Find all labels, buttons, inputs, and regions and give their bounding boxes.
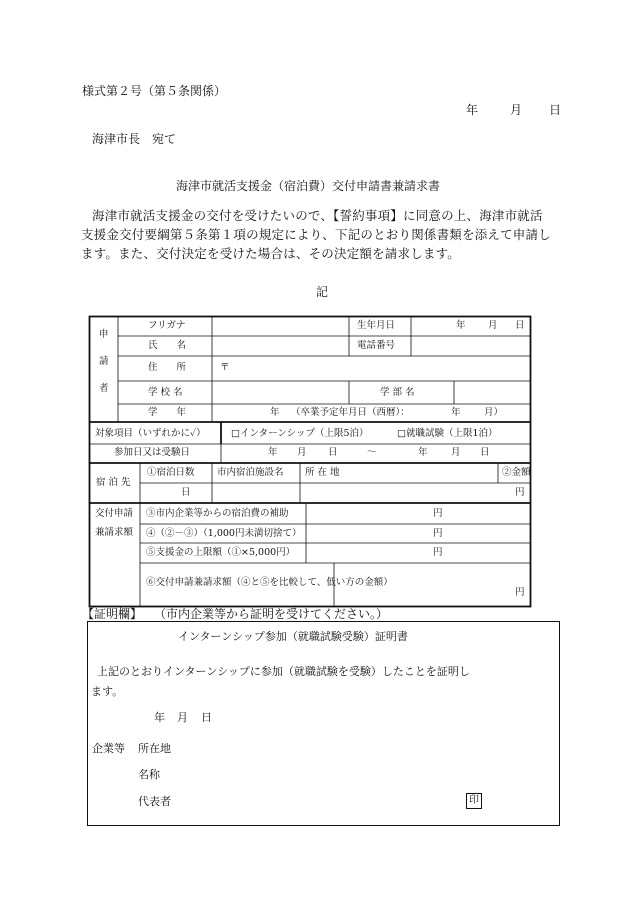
furigana-label: フリガナ — [148, 320, 186, 331]
faculty-label: 学 部 名 — [380, 387, 415, 398]
cert-title: インターンシップ参加（就職試験受験）証明書 — [178, 630, 408, 643]
date-month: 月 — [510, 103, 523, 117]
cert-date-year: 年 — [154, 711, 165, 724]
birthdate-label: 生年月日 — [357, 320, 396, 331]
cert-note: （市内企業等から証明を受けてください。） — [154, 607, 389, 621]
birth-day: 日 — [515, 320, 525, 331]
cert-address-label: 所在地 — [138, 742, 171, 755]
internship-checkbox[interactable]: □インターンシップ（上限5泊） — [231, 428, 369, 439]
seal-mark: 印 — [466, 793, 482, 809]
cert-heading: 【証明欄】 — [82, 607, 143, 621]
claim-amount-label: ⑥交付申請兼請求額（④と⑤を比較して、低い方の金額） — [146, 577, 393, 588]
applicant-char-2: 請 — [99, 356, 109, 367]
birth-month: 月 — [488, 320, 498, 331]
cert-representative-label: 代表者 — [138, 795, 171, 808]
intro-line-2: 支援金交付要綱第５条第１項の規定により、下記のとおり関係書類を添えて申請し — [81, 227, 551, 242]
company-subsidy-label: ③市内企業等からの宿泊費の補助 — [146, 508, 289, 519]
ki-marker: 記 — [316, 285, 329, 299]
intro-line-1: 海津市就活支援金の交付を受けたいので、【誓約事項】に同意の上、海津市就活 — [92, 208, 543, 223]
date-year: 年 — [466, 103, 479, 117]
applicant-char-1: 申 — [99, 329, 109, 340]
cert-name-label: 名称 — [138, 768, 160, 781]
name-label: 氏 名 — [148, 340, 187, 351]
intro-line-3: ます。また、交付決定を受けた場合は、その決定額を請求します。 — [81, 246, 461, 261]
yen-4: 円 — [433, 528, 443, 539]
cert-body-1: 上記のとおりインターンシップに参加（就職試験を受験）したことを証明し — [97, 665, 470, 678]
start-month: 月 — [297, 447, 307, 458]
request-label-2: 兼請求額 — [95, 527, 134, 538]
participation-date-label: 参加日又は受験日 — [114, 447, 191, 458]
grade-nen: 年 — [270, 407, 280, 418]
lodging-label: 宿 泊 先 — [96, 477, 131, 488]
date-range-tilde: ～ — [367, 447, 377, 458]
amount-unit: 円 — [515, 487, 525, 498]
difference-label: ④（②－③）（1,000円未満切捨て） — [146, 528, 302, 539]
facility-label: 市内宿泊施設名 — [217, 467, 284, 478]
applicant-char-3: 者 — [99, 383, 109, 394]
upper-limit-label: ⑤支援金の上限額（①×5,000円） — [146, 547, 296, 558]
addressee: 海津市長 宛て — [92, 132, 177, 146]
address-label: 住 所 — [148, 362, 187, 373]
end-year: 年 — [418, 447, 428, 458]
start-day: 日 — [328, 447, 338, 458]
yen-5: 円 — [433, 547, 443, 558]
graduation-month: 月） — [484, 407, 504, 418]
end-month: 月 — [451, 447, 461, 458]
document-title: 海津市就活支援金（宿泊費）交付申請書兼請求書 — [176, 179, 441, 193]
amount-label: ②金額 — [502, 467, 531, 478]
graduation-label: （卒業予定年月日（西暦）： — [291, 407, 410, 418]
cert-date-day: 日 — [201, 711, 212, 724]
cert-body-2: ます。 — [91, 685, 124, 698]
nights-unit: 日 — [181, 487, 191, 498]
location-label: 所 在 地 — [305, 467, 340, 478]
nights-label: ①宿泊日数 — [147, 467, 195, 478]
target-label: 対象項目（いずれかに✓） — [95, 428, 206, 439]
form-number: 様式第２号（第５条関係） — [82, 84, 227, 98]
end-day: 日 — [480, 447, 490, 458]
exam-checkbox[interactable]: □就職試験（上限1泊） — [397, 428, 498, 439]
birth-year: 年 — [456, 320, 466, 331]
yen-6: 円 — [515, 587, 525, 598]
postal-mark: 〒 — [220, 362, 230, 373]
cert-company-label: 企業等 — [92, 742, 125, 755]
start-year: 年 — [268, 447, 278, 458]
cert-date-month: 月 — [177, 711, 188, 724]
yen-3: 円 — [433, 508, 443, 519]
grade-label: 学 年 — [148, 407, 187, 418]
request-label-1: 交付申請 — [95, 508, 134, 519]
graduation-year: 年 — [451, 407, 461, 418]
date-day: 日 — [549, 103, 562, 117]
phone-label: 電話番号 — [357, 340, 396, 351]
school-label: 学 校 名 — [148, 387, 183, 398]
